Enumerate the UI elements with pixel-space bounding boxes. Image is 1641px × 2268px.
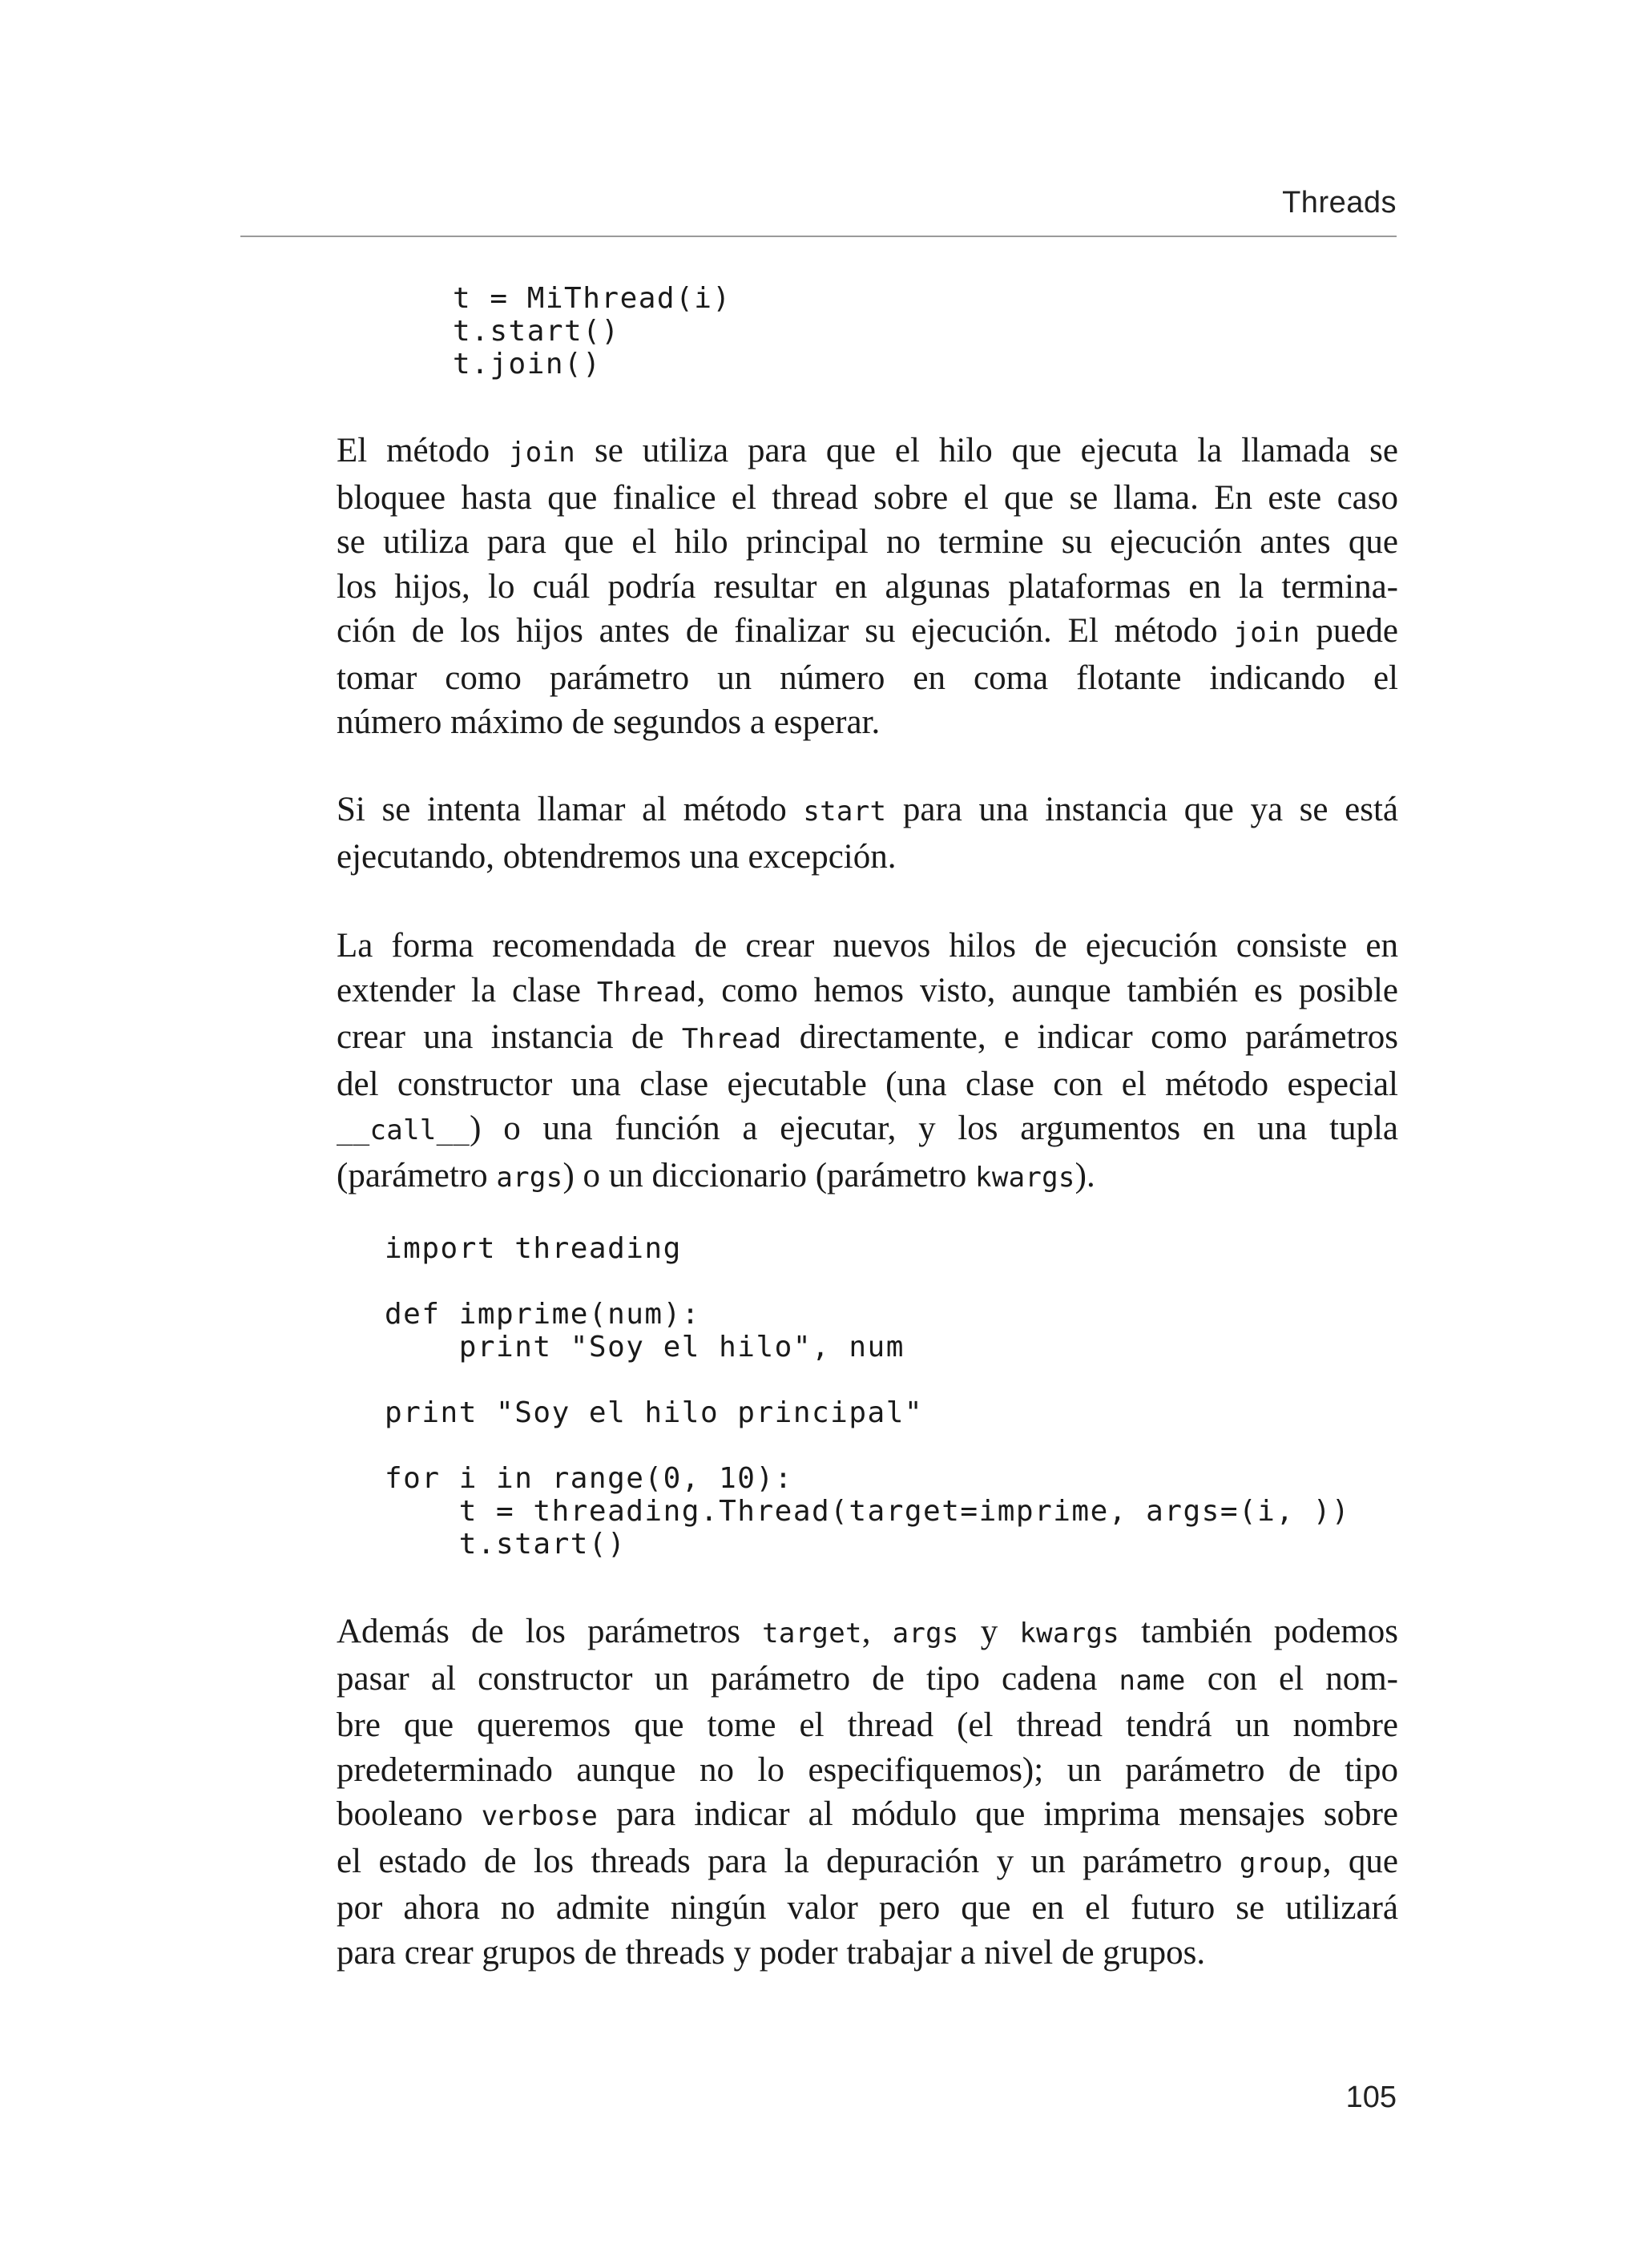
text-line	[337, 1062, 1398, 1107]
text-run: ).	[1075, 1156, 1095, 1194]
text-run: , que	[1322, 1842, 1398, 1880]
text-run: Si se intenta llamar al método	[337, 791, 804, 828]
text-line	[337, 924, 1398, 969]
text-run: puede	[1300, 612, 1398, 650]
text-run: por ahora no admite ningún valor pero que en el futuro se utilizará	[337, 1889, 1398, 1927]
inline-code: group	[1239, 1847, 1323, 1879]
text-run: bloquee hasta que finalice el thread sobre el que se llama. En este caso	[337, 478, 1398, 517]
text-line	[337, 1609, 1398, 1657]
text-run: ción de los hijos antes de finalizar su ejecución. El método	[337, 612, 1234, 650]
text-line	[337, 788, 1398, 835]
text-run: Además de los parámetros	[337, 1613, 763, 1650]
inline-code: start	[803, 796, 887, 828]
text-line	[337, 476, 1398, 521]
inline-code: __call__	[337, 1114, 470, 1146]
text-run: del constructor una clase ejecutable (una clase con el método especial	[337, 1065, 1398, 1103]
text-line	[337, 1792, 1398, 1839]
text-run: y	[958, 1613, 1020, 1650]
text-run: (parámetro	[337, 1156, 497, 1194]
text-line	[337, 1748, 1398, 1793]
inline-code: kwargs	[1019, 1617, 1120, 1650]
running-header-title: Threads	[1282, 186, 1397, 220]
text-run: con el nom-	[1185, 1659, 1398, 1698]
paragraph-join-method	[337, 429, 1398, 745]
text-line	[337, 609, 1398, 656]
text-run: directamente, e indicar como parámetros	[781, 1018, 1398, 1056]
page-number: 105	[1345, 2081, 1397, 2114]
code-line	[385, 1429, 1350, 1462]
text-line	[337, 1703, 1398, 1748]
text-run: tomar como parámetro un número en coma flotante indicando el	[337, 659, 1398, 697]
inline-code: Thread	[596, 976, 697, 1009]
inline-code: join	[508, 437, 576, 469]
code-block-mithread	[453, 282, 732, 381]
text-run: pasar al constructor un parámetro de tipo cadena	[337, 1659, 1119, 1698]
header-rule	[240, 236, 1397, 237]
text-run: ) o un diccionario (parámetro	[562, 1156, 976, 1194]
code-line: for i in range(0, 10):	[385, 1462, 793, 1495]
text-run: también podemos	[1119, 1613, 1399, 1650]
inline-code: name	[1119, 1664, 1186, 1697]
text-line	[337, 1657, 1398, 1704]
text-line	[337, 969, 1398, 1016]
code-line: print "Soy el hilo principal"	[385, 1396, 924, 1429]
text-run: se utiliza para que el hilo principal no termine su ejecución antes que	[337, 523, 1398, 561]
inline-code: kwargs	[975, 1161, 1075, 1194]
paragraph-thread-creation	[337, 924, 1398, 1200]
text-line	[337, 1106, 1398, 1154]
text-run: El método	[337, 432, 509, 469]
code-line: t.start()	[453, 315, 620, 348]
text-line	[337, 835, 1398, 880]
text-run: ,	[861, 1613, 893, 1650]
text-run: los hijos, lo cuál podría resultar en algunas plataformas en la termina-	[337, 567, 1398, 606]
code-line: t = threading.Thread(target=imprime, args=(i, ))	[385, 1495, 1351, 1528]
text-run: para crear grupos de threads y poder trabajar a nivel de grupos.	[337, 1933, 1206, 1972]
inline-code: join	[1233, 617, 1300, 649]
inline-code: args	[892, 1617, 959, 1650]
text-run: bre que queremos que tome el thread (el thread tendrá un nombre	[337, 1706, 1398, 1744]
code-line: t = MiThread(i)	[453, 282, 732, 315]
text-line	[337, 1931, 1398, 1976]
code-block-threading-example	[385, 1232, 1350, 1561]
code-line	[385, 1265, 1350, 1298]
text-line	[337, 1015, 1398, 1062]
text-line	[337, 700, 1398, 745]
inline-code: args	[496, 1161, 563, 1194]
code-line: def imprime(num):	[385, 1298, 700, 1331]
text-run: para una instancia que ya se está	[886, 791, 1398, 828]
text-line	[337, 429, 1398, 476]
text-line	[337, 1886, 1398, 1931]
text-run: predeterminado aunque no lo especifiquemos); un parámetro de tipo	[337, 1750, 1398, 1789]
text-run: extender la clase	[337, 971, 597, 1009]
text-line	[337, 656, 1398, 701]
text-line	[337, 565, 1398, 610]
inline-code: Thread	[681, 1023, 782, 1055]
text-run: número máximo de segundos a esperar.	[337, 703, 881, 741]
text-run: La forma recomendada de crear nuevos hilos de ejecución consiste en	[337, 927, 1398, 965]
text-run: ) o una función a ejecutar, y los argumentos en una tupla	[470, 1110, 1398, 1147]
text-run: , como hemos visto, aunque también es posible	[696, 971, 1399, 1009]
text-run: crear una instancia de	[337, 1018, 682, 1056]
text-run: para indicar al módulo que imprima mensajes sobre	[598, 1795, 1398, 1833]
text-run: ejecutando, obtendremos una excepción.	[337, 837, 897, 876]
paragraph-constructor-params	[337, 1609, 1398, 1975]
text-line	[337, 1154, 1398, 1201]
code-line: t.start()	[385, 1528, 627, 1561]
text-line	[337, 520, 1398, 565]
text-run: el estado de los threads para la depuración y un parámetro	[337, 1842, 1240, 1880]
paragraph-start-exception	[337, 788, 1398, 879]
text-run: se utiliza para que el hilo que ejecuta la llamada se	[575, 432, 1398, 469]
text-line	[337, 1839, 1398, 1887]
code-line	[385, 1364, 1350, 1396]
inline-code: verbose	[481, 1800, 599, 1832]
text-run: booleano	[337, 1795, 482, 1833]
inline-code: target	[762, 1617, 862, 1650]
code-line: import threading	[385, 1232, 682, 1265]
code-line: t.join()	[453, 348, 602, 381]
code-line: print "Soy el hilo", num	[385, 1331, 905, 1364]
